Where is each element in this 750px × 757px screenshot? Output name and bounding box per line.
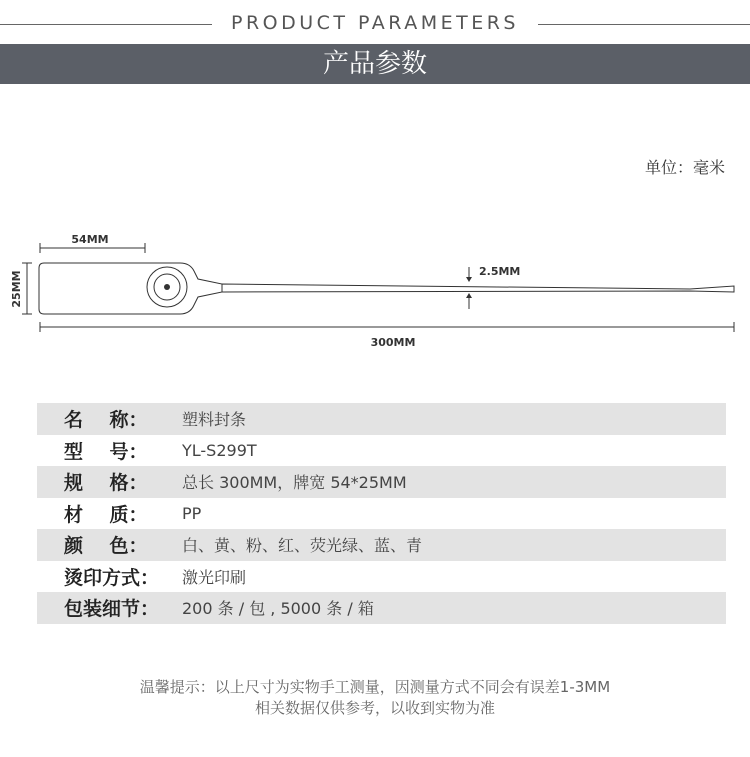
warm-tip [0, 677, 750, 719]
section-title-bar [0, 44, 750, 84]
chinese-title: 产品参数 [322, 49, 427, 79]
spec-row-name [37, 403, 726, 435]
seal-tag-body [39, 263, 222, 314]
spec-label: 颜 色： [64, 535, 148, 558]
spec-row-packaging [37, 592, 726, 624]
spec-value: 200 条 / 包 , 5000 条 / 箱 [182, 599, 374, 619]
tip-line-1: 温馨提示：以上尺寸为实物手工测量，因测量方式不同会有误差1-3MM [139, 678, 611, 696]
spec-value: YL-S299T [182, 440, 257, 460]
spec-label: 规 格： [64, 472, 148, 495]
tip-line-2: 相关数据仅供参考，以收到实物为准 [254, 699, 495, 717]
english-title: PRODUCT PARAMETERS [230, 12, 519, 34]
spec-row-size [37, 466, 726, 498]
seal-strap [222, 284, 734, 292]
thickness-arrowhead-bottom [466, 293, 472, 298]
spec-label: 型 号： [64, 440, 148, 463]
spec-value: 塑料封条 [182, 410, 247, 430]
unit-label: 单位：毫米 [644, 158, 725, 177]
thickness-arrowhead-top [466, 277, 472, 282]
spec-value: 总长 300MM，牌宽 54*25MM [182, 473, 407, 493]
seal-dimension-diagram [0, 225, 750, 355]
lock-center-dot [164, 284, 170, 290]
length-label: 300MM [370, 336, 416, 349]
header-rule-right [538, 24, 750, 25]
spec-row-printing [37, 561, 726, 593]
spec-value: 激光印刷 [182, 567, 247, 587]
spec-label: 包装细节： [64, 598, 160, 621]
spec-row-material [37, 498, 726, 530]
spec-label: 名 称： [64, 409, 148, 432]
width-label: 54MM [71, 233, 109, 246]
height-label: 25MM [10, 270, 23, 308]
spec-label: 烫印方式： [64, 566, 160, 589]
spec-label: 材 质： [64, 503, 148, 526]
thickness-label: 2.5MM [479, 265, 521, 278]
spec-table [37, 403, 726, 624]
spec-row-color [37, 529, 726, 561]
spec-value: 白、黄、粉、红、荧光绿、蓝、青 [182, 536, 423, 556]
spec-row-model [37, 435, 726, 467]
spec-value: PP [182, 503, 202, 523]
